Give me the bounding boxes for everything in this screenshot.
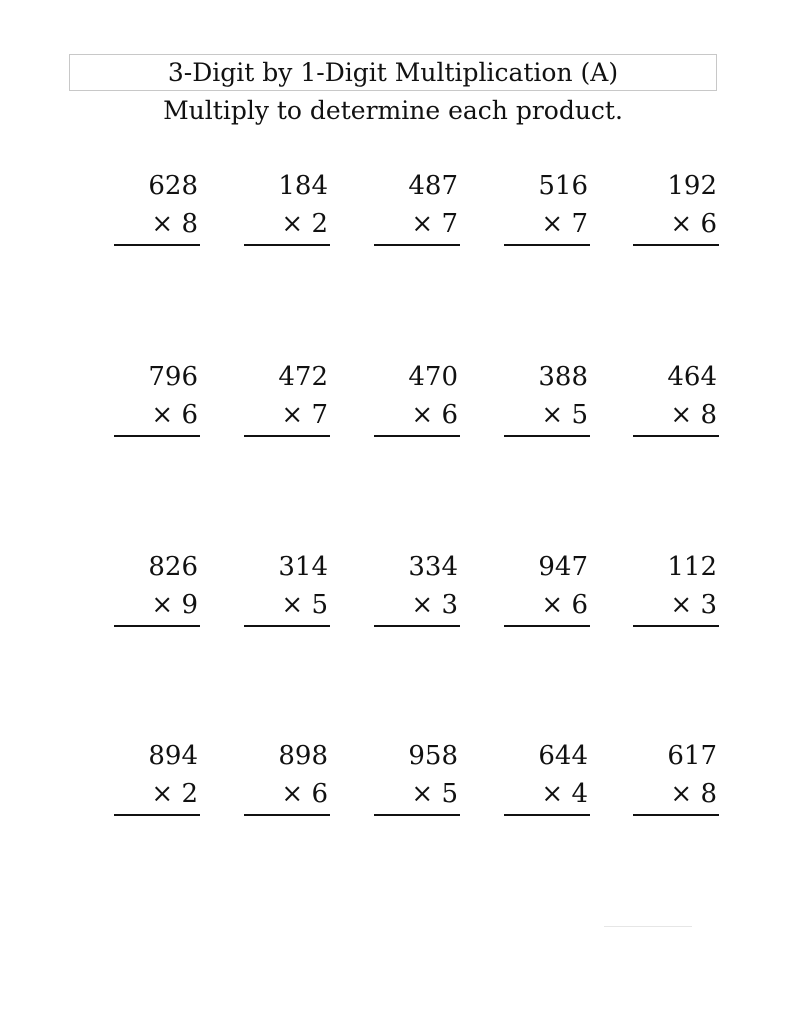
answer-line — [633, 435, 719, 437]
times-sign: × — [281, 209, 304, 239]
times-sign: × — [151, 779, 174, 809]
multiplicand: 898 — [278, 741, 328, 771]
multiplier-line — [281, 589, 328, 621]
worksheet-title-text: 3-Digit by 1-Digit Multiplication (A) — [167, 58, 619, 87]
multiplier: 6 — [571, 590, 588, 620]
multiplication-problem — [372, 551, 458, 631]
multiplier-line — [411, 399, 458, 431]
multiplier-line — [151, 208, 198, 240]
multiplier: 8 — [700, 779, 717, 809]
multiplicand: 388 — [538, 362, 588, 392]
multiplication-problem — [242, 170, 328, 250]
times-sign: × — [151, 590, 174, 620]
multiplier: 7 — [441, 209, 458, 239]
multiplier-line — [411, 589, 458, 621]
multiplicand: 334 — [408, 552, 458, 582]
multiplication-problem — [112, 170, 198, 250]
answer-line — [633, 625, 719, 627]
multiplication-problem — [502, 170, 588, 250]
multiplier-line — [670, 399, 717, 431]
times-sign: × — [541, 209, 564, 239]
multiplicand: 464 — [667, 362, 717, 392]
multiplier-line — [670, 589, 717, 621]
multiplier-line — [281, 399, 328, 431]
multiplicand: 516 — [538, 171, 588, 201]
multiplication-problem — [242, 361, 328, 441]
answer-line — [244, 244, 330, 246]
multiplier-line — [411, 208, 458, 240]
multiplication-problem — [631, 740, 717, 820]
multiplication-problem — [242, 551, 328, 631]
multiplier: 5 — [441, 779, 458, 809]
times-sign: × — [281, 400, 304, 430]
times-sign: × — [541, 400, 564, 430]
multiplication-problem — [631, 361, 717, 441]
multiplication-problem — [112, 551, 198, 631]
multiplier: 8 — [700, 400, 717, 430]
times-sign: × — [411, 400, 434, 430]
multiplier: 6 — [181, 400, 198, 430]
multiplicand: 628 — [148, 171, 198, 201]
multiplier: 8 — [181, 209, 198, 239]
multiplicand: 617 — [667, 741, 717, 771]
multiplicand: 314 — [278, 552, 328, 582]
answer-line — [374, 435, 460, 437]
answer-line — [633, 814, 719, 816]
answer-line — [374, 814, 460, 816]
multiplier-line — [281, 778, 328, 810]
times-sign: × — [411, 590, 434, 620]
footer-divider — [604, 926, 692, 927]
multiplier: 7 — [311, 400, 328, 430]
multiplier: 6 — [700, 209, 717, 239]
worksheet-title — [69, 54, 717, 91]
multiplicand: 112 — [667, 552, 717, 582]
answer-line — [374, 625, 460, 627]
multiplier: 3 — [700, 590, 717, 620]
answer-line — [244, 625, 330, 627]
answer-line — [374, 244, 460, 246]
times-sign: × — [151, 209, 174, 239]
worksheet-instructions: Multiply to determine each product. — [163, 96, 623, 125]
times-sign: × — [541, 590, 564, 620]
times-sign: × — [670, 779, 693, 809]
multiplication-problem — [242, 740, 328, 820]
multiplier: 5 — [571, 400, 588, 430]
multiplier-line — [281, 208, 328, 240]
multiplier: 4 — [571, 779, 588, 809]
multiplier: 2 — [311, 209, 328, 239]
times-sign: × — [411, 209, 434, 239]
multiplier: 6 — [441, 400, 458, 430]
multiplier: 3 — [441, 590, 458, 620]
multiplicand: 487 — [408, 171, 458, 201]
multiplier: 5 — [311, 590, 328, 620]
multiplier-line — [670, 208, 717, 240]
multiplication-problem — [372, 361, 458, 441]
times-sign: × — [670, 590, 693, 620]
multiplicand: 958 — [408, 741, 458, 771]
multiplier: 7 — [571, 209, 588, 239]
multiplicand: 184 — [278, 171, 328, 201]
times-sign: × — [151, 400, 174, 430]
multiplicand: 192 — [667, 171, 717, 201]
times-sign: × — [670, 209, 693, 239]
multiplier-line — [151, 778, 198, 810]
multiplication-problem — [112, 361, 198, 441]
multiplicand: 470 — [408, 362, 458, 392]
multiplier-line — [151, 589, 198, 621]
answer-line — [504, 625, 590, 627]
answer-line — [244, 814, 330, 816]
multiplication-problem — [502, 361, 588, 441]
multiplier-line — [670, 778, 717, 810]
multiplicand: 644 — [538, 741, 588, 771]
multiplicand: 796 — [148, 362, 198, 392]
answer-line — [114, 435, 200, 437]
times-sign: × — [281, 779, 304, 809]
problem-row — [112, 361, 724, 441]
multiplier-line — [541, 778, 588, 810]
multiplication-problem — [112, 740, 198, 820]
times-sign: × — [411, 779, 434, 809]
multiplier-line — [541, 208, 588, 240]
times-sign: × — [541, 779, 564, 809]
multiplication-problem — [631, 551, 717, 631]
multiplier-line — [411, 778, 458, 810]
multiplication-problem — [502, 551, 588, 631]
multiplier: 6 — [311, 779, 328, 809]
multiplicand: 947 — [538, 552, 588, 582]
multiplicand: 894 — [148, 741, 198, 771]
multiplication-problem — [631, 170, 717, 250]
answer-line — [114, 625, 200, 627]
problem-row — [112, 551, 724, 631]
answer-line — [114, 814, 200, 816]
multiplier-line — [541, 589, 588, 621]
answer-line — [504, 244, 590, 246]
multiplier: 9 — [181, 590, 198, 620]
times-sign: × — [281, 590, 304, 620]
multiplication-problem — [372, 740, 458, 820]
answer-line — [504, 435, 590, 437]
multiplier-line — [151, 399, 198, 431]
multiplicand: 826 — [148, 552, 198, 582]
times-sign: × — [670, 400, 693, 430]
answer-line — [504, 814, 590, 816]
problem-row — [112, 170, 724, 250]
multiplication-problem — [372, 170, 458, 250]
answer-line — [244, 435, 330, 437]
multiplication-problem — [502, 740, 588, 820]
multiplicand: 472 — [278, 362, 328, 392]
answer-line — [114, 244, 200, 246]
multiplier: 2 — [181, 779, 198, 809]
answer-line — [633, 244, 719, 246]
multiplier-line — [541, 399, 588, 431]
problem-row — [112, 740, 724, 820]
